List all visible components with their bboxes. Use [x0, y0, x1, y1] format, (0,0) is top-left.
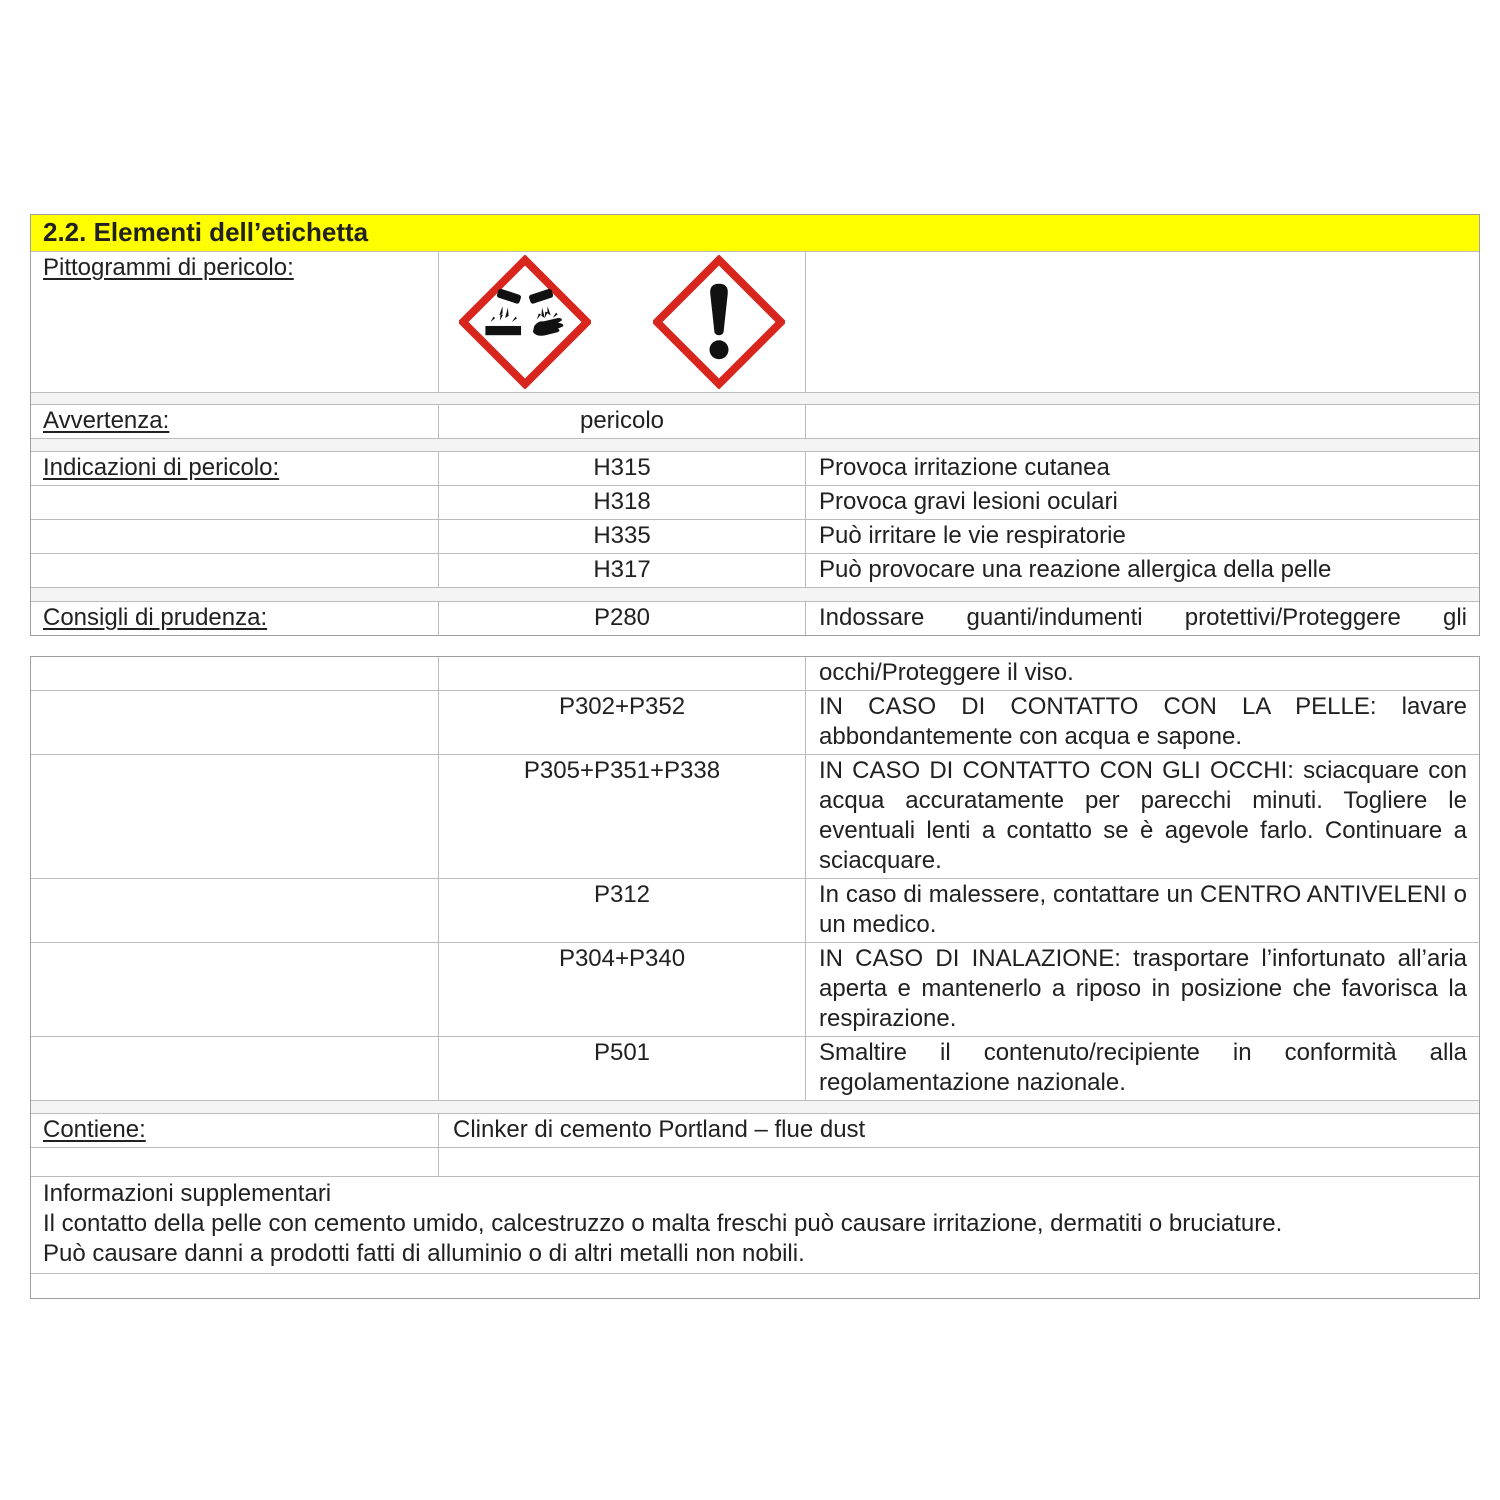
- pictograms-cell: [439, 252, 806, 392]
- spacer-row: [31, 588, 1479, 602]
- precaution-empty-label: [31, 657, 439, 690]
- precaution-code: P280: [439, 602, 806, 635]
- precaution-text: Smaltire il contenuto/recipiente in conformità alla regolamentazione nazionale.: [819, 1039, 1467, 1096]
- pictograms-empty-cell: [806, 252, 1479, 392]
- signal-word-row: [31, 405, 1479, 439]
- hazard-code: H315: [439, 452, 806, 485]
- supplementary-title: Informazioni supplementari: [43, 1180, 332, 1207]
- hazard-text: Provoca gravi lesioni oculari: [819, 488, 1118, 515]
- pictograms-label: Pittogrammi di pericolo:: [31, 252, 439, 392]
- ghs05-corrosion-icon: [459, 255, 591, 389]
- empty-cell: [31, 1148, 439, 1176]
- contains-label: Contiene:: [31, 1114, 439, 1147]
- precaution-text: Indossare guanti/indumenti protettivi/Proteggere gli: [819, 604, 1467, 631]
- signal-word-label: Avvertenza:: [31, 405, 439, 438]
- precaution-code: P305+P351+P338: [439, 755, 806, 878]
- precaution-row: [31, 657, 1479, 691]
- hazard-row: [31, 554, 1479, 588]
- precaution-text: occhi/Proteggere il viso.: [819, 659, 1074, 686]
- precaution-empty-label: [31, 879, 439, 942]
- empty-row: [31, 1274, 1479, 1298]
- precaution-row: [31, 691, 1479, 755]
- precaution-text: IN CASO DI CONTATTO CON LA PELLE: lavare abbondantemente con acqua e sapone.: [819, 693, 1467, 750]
- supplementary-info-row: [31, 1177, 1479, 1274]
- hazard-empty-label: [31, 486, 439, 519]
- empty-cell: [31, 1274, 1479, 1298]
- section-header-row: [31, 215, 1479, 252]
- contains-row: [31, 1114, 1479, 1148]
- precaution-empty-label: [31, 755, 439, 878]
- supplementary-info-block: [31, 1177, 1479, 1273]
- empty-cell: [439, 1148, 1479, 1176]
- precaution-empty-label: [31, 943, 439, 1036]
- precaution-row: [31, 1037, 1479, 1101]
- precaution-code: P304+P340: [439, 943, 806, 1036]
- precaution-text: IN CASO DI CONTATTO CON GLI OCCHI: sciacquare con acqua accuratamente per parecchi minuti. Togliere le eventuali lenti a contatto se è agevole farlo. Continuare a sciacquare.: [819, 757, 1467, 874]
- hazard-empty-label: [31, 520, 439, 553]
- supplementary-line: Il contatto della pelle con cemento umido, calcestruzzo o malta freschi può causare irritazione, dermatiti o bruciature.: [43, 1210, 1283, 1237]
- precaution-code: P312: [439, 879, 806, 942]
- precaution-label: Consigli di prudenza:: [31, 602, 439, 635]
- pictograms-row: [31, 252, 1479, 393]
- signal-word-value: pericolo: [439, 405, 806, 438]
- supplementary-line: Può causare danni a prodotti fatti di alluminio o di altri metalli non nobili.: [43, 1240, 805, 1267]
- hazard-text: Può irritare le vie respiratorie: [819, 522, 1126, 549]
- hazard-statements-label: Indicazioni di pericolo:: [31, 452, 439, 485]
- spacer-row: [31, 439, 1479, 452]
- precaution-row: [31, 602, 1479, 635]
- hazard-row: [31, 486, 1479, 520]
- hazard-row: [31, 520, 1479, 554]
- ghs07-exclamation-icon: [653, 255, 785, 389]
- precaution-code: [439, 657, 806, 690]
- hazard-text: Può provocare una reazione allergica della pelle: [819, 556, 1332, 583]
- precaution-row: [31, 755, 1479, 879]
- continuation-table: [30, 656, 1480, 1299]
- hazard-code: H317: [439, 554, 806, 587]
- precaution-empty-label: [31, 691, 439, 754]
- hazard-empty-label: [31, 554, 439, 587]
- hazard-code: H335: [439, 520, 806, 553]
- precaution-code: P501: [439, 1037, 806, 1100]
- precaution-empty-label: [31, 1037, 439, 1100]
- precaution-code: P302+P352: [439, 691, 806, 754]
- precaution-row: [31, 943, 1479, 1037]
- precaution-row: [31, 879, 1479, 943]
- hazard-row: [31, 452, 1479, 486]
- precaution-text: In caso di malessere, contattare un CENTRO ANTIVELENI o un medico.: [819, 881, 1467, 938]
- contains-value: Clinker di cemento Portland – flue dust: [453, 1116, 866, 1143]
- signal-word-empty-cell: [806, 405, 1479, 438]
- spacer-row: [31, 393, 1479, 405]
- spacer-row: [31, 1101, 1479, 1114]
- hazard-text: Provoca irritazione cutanea: [819, 454, 1110, 481]
- label-elements-table: [30, 214, 1480, 636]
- precaution-text: IN CASO DI INALAZIONE: trasportare l’infortunato all’aria aperta e mantenerlo a riposo in posizione che favorisca la respirazione.: [819, 945, 1467, 1032]
- hazard-code: H318: [439, 486, 806, 519]
- section-title: 2.2. Elementi dell’etichetta: [31, 215, 1479, 251]
- empty-row: [31, 1148, 1479, 1177]
